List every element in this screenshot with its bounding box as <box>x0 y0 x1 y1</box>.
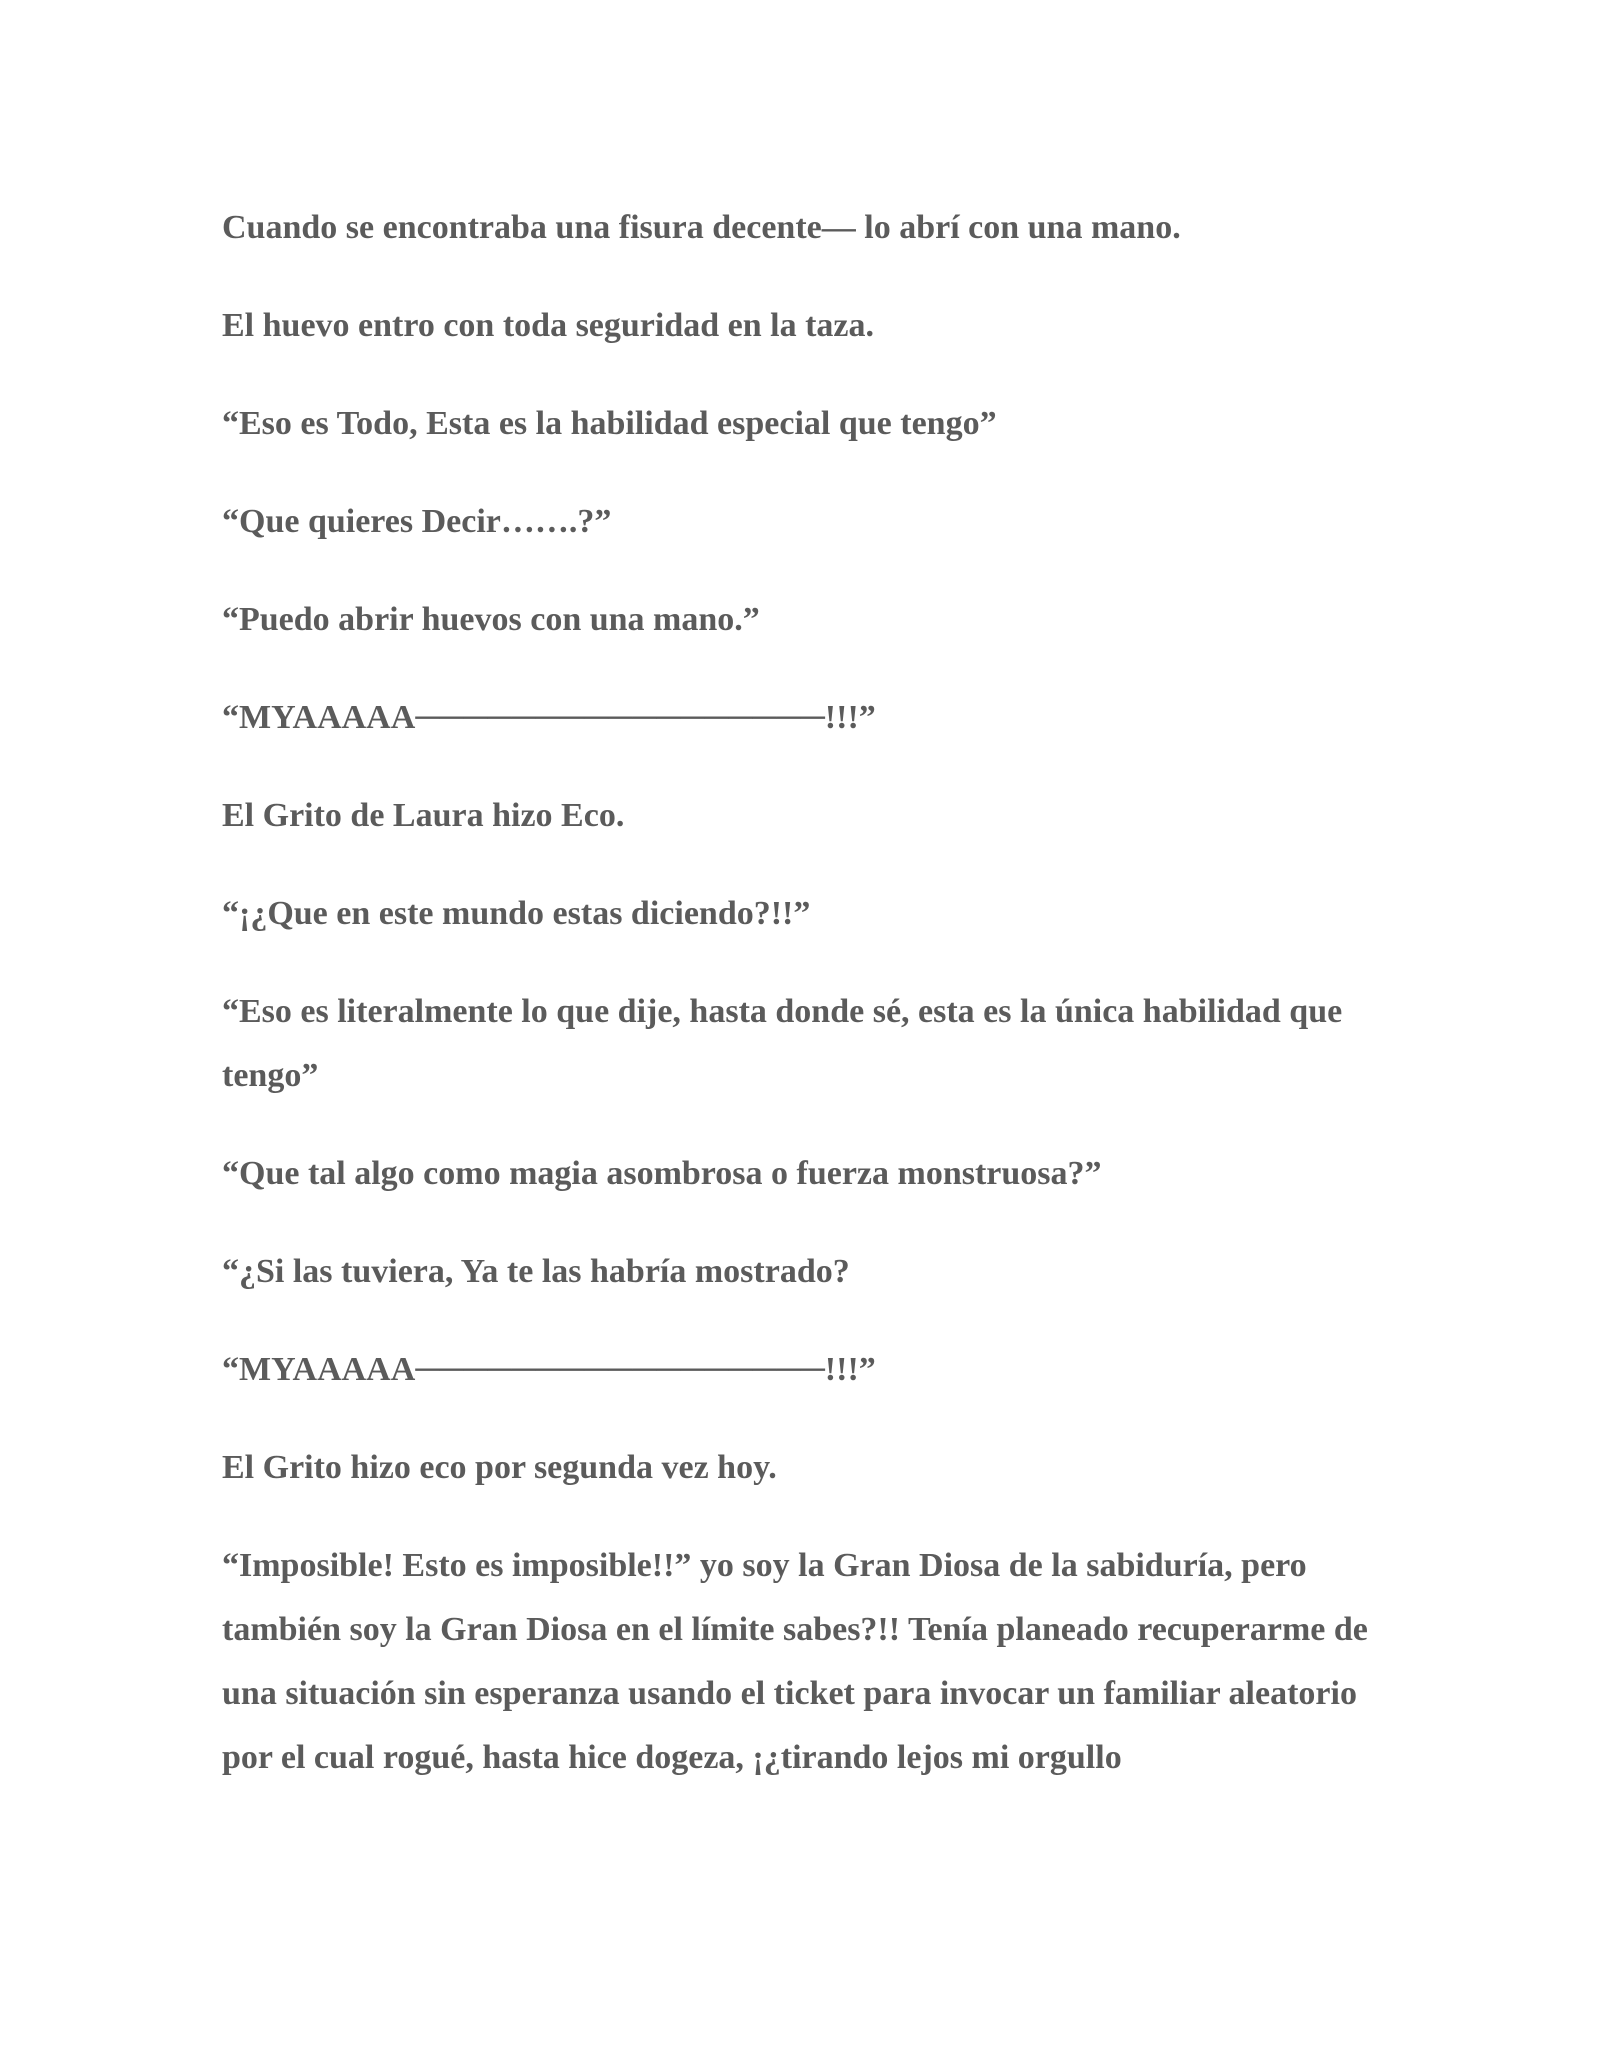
paragraph-5: “Puedo abrir huevos con una mano.” <box>222 601 760 638</box>
paragraph-3: “Eso es Todo, Esta es la habilidad especial que tengo” <box>222 405 997 442</box>
paragraph-4: “Que quieres Decir…….?” <box>222 503 612 540</box>
paragraph-11: “¿Si las tuviera, Ya te las habría mostrado? <box>222 1253 850 1290</box>
paragraph-14: “Imposible! Esto es imposible!!” yo soy la Gran Diosa de la sabiduría, pero también soy la Gran Diosa en el límite sabes?!! Tenía planeado recuperarme de una situación sin esperanza usando el ticket para invocar un familiar aleatorio por el cual rogué, hasta hice dogeza, ¡¿tirando lejos mi orgullo <box>222 1547 1368 1776</box>
paragraph-6: “MYAAAAA─────────────────!!!” <box>222 699 876 736</box>
document-body <box>222 196 1392 1824</box>
paragraph-10: “Que tal algo como magia asombrosa o fuerza monstruosa?” <box>222 1155 1102 1192</box>
paragraph-12: “MYAAAAA─────────────────!!!” <box>222 1351 876 1388</box>
paragraph-8: “¡¿Que en este mundo estas diciendo?!!” <box>222 895 811 932</box>
paragraph-13: El Grito hizo eco por segunda vez hoy. <box>222 1449 777 1486</box>
paragraph-2: El huevo entro con toda seguridad en la taza. <box>222 307 875 344</box>
paragraph-9: “Eso es literalmente lo que dije, hasta donde sé, esta es la única habilidad que tengo” <box>222 993 1343 1094</box>
paragraph-1: Cuando se encontraba una fisura decente— lo abrí con una mano. <box>222 209 1181 246</box>
paragraph-7: El Grito de Laura hizo Eco. <box>222 797 625 834</box>
